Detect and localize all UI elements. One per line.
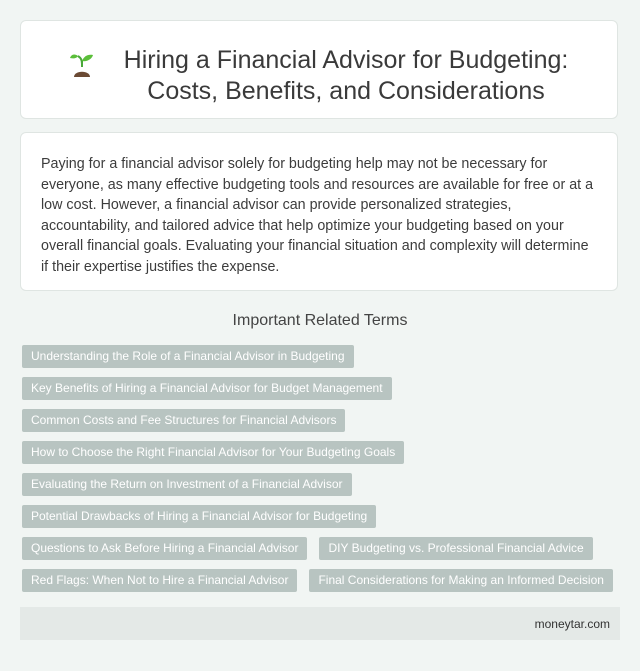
footer bbox=[20, 607, 620, 640]
title-card bbox=[20, 20, 618, 119]
related-term-tag[interactable]: Evaluating the Return on Investment of a Financial Advisor bbox=[22, 473, 352, 496]
related-term-tag[interactable]: Questions to Ask Before Hiring a Financial Advisor bbox=[22, 537, 307, 560]
related-terms-list bbox=[22, 345, 620, 601]
tag-row bbox=[22, 441, 620, 464]
tag-row bbox=[22, 409, 620, 432]
related-term-tag[interactable]: Potential Drawbacks of Hiring a Financial Advisor for Budgeting bbox=[22, 505, 376, 528]
related-term-tag[interactable]: Key Benefits of Hiring a Financial Advisor for Budget Management bbox=[22, 377, 392, 400]
title-wrap bbox=[61, 45, 597, 107]
tag-row bbox=[22, 569, 620, 592]
related-term-tag[interactable]: How to Choose the Right Financial Advisor for Your Budgeting Goals bbox=[22, 441, 404, 464]
tag-row bbox=[22, 473, 620, 496]
related-term-tag[interactable]: Red Flags: When Not to Hire a Financial Advisor bbox=[22, 569, 297, 592]
intro-paragraph: Paying for a financial advisor solely for budgeting help may not be necessary for everyone, as many effective budgeting tools and resources are available for free or at a low cost. However, a financial advisor can provide personalized strategies, accountability, and tailored advice that help optimize your budgeting based on your overall financial goals. Evaluating your financial situation and complexity will determine if their expertise justifies the expense. bbox=[41, 156, 594, 275]
tag-row bbox=[22, 537, 620, 560]
footer-site-link[interactable]: moneytar.com bbox=[534, 617, 610, 631]
intro-card bbox=[20, 132, 618, 291]
related-term-tag[interactable]: Understanding the Role of a Financial Advisor in Budgeting bbox=[22, 345, 354, 368]
related-term-tag[interactable]: DIY Budgeting vs. Professional Financial Advice bbox=[319, 537, 592, 560]
related-term-tag[interactable]: Final Considerations for Making an Informed Decision bbox=[309, 569, 612, 592]
related-terms-heading: Important Related Terms bbox=[232, 312, 408, 329]
tag-row bbox=[22, 345, 620, 368]
tag-row bbox=[22, 505, 620, 528]
tag-row bbox=[22, 377, 620, 400]
page-title: Hiring a Financial Advisor for Budgeting: Costs, Benefits, and Considerations bbox=[123, 46, 569, 105]
related-term-tag[interactable]: Common Costs and Fee Structures for Financial Advisors bbox=[22, 409, 345, 432]
sprout-icon bbox=[69, 50, 95, 78]
